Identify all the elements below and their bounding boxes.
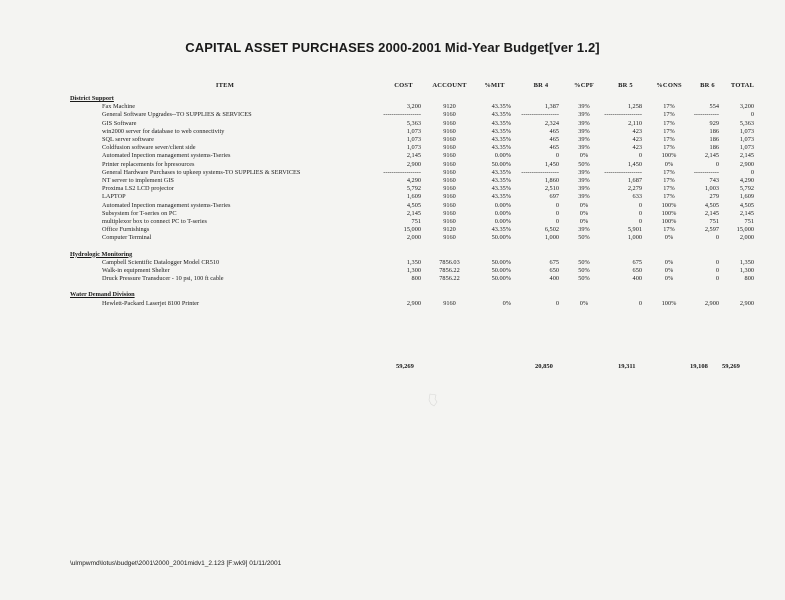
cell-pct-cons: 100% — [661, 299, 677, 307]
cell-br4: ------------------ — [521, 111, 559, 119]
cell-br6: 186 — [709, 136, 719, 144]
cell-total: 3,200 — [739, 103, 754, 111]
cell-br4: 400 — [549, 275, 559, 283]
total-br6: 19,108 — [690, 363, 708, 370]
cell-pct-cpf: 39% — [578, 119, 590, 127]
cell-pct-cpf: 0% — [579, 152, 589, 160]
cell-item: Automated Inpection management systems-Tseries — [102, 152, 231, 160]
cell-br6: 279 — [709, 193, 719, 201]
budget-table-wrap — [70, 82, 760, 308]
cell-br6: ------------ — [693, 111, 719, 119]
cell-cost: 2,900 — [406, 299, 421, 307]
cell-total: 0 — [750, 111, 754, 119]
cell-br6: 2,597 — [704, 226, 719, 234]
cell-account: 9160 — [443, 299, 456, 307]
cell-br5: 0 — [638, 209, 642, 217]
cell-br5: 423 — [632, 144, 642, 152]
table-row — [70, 136, 760, 144]
cell-br5: 650 — [632, 267, 642, 275]
cell-br5: 1,450 — [627, 160, 642, 168]
cell-cost: 1,073 — [406, 144, 421, 152]
cell-pct-cons: 100% — [661, 218, 677, 226]
section-spacer — [70, 243, 760, 251]
cell-br6: 186 — [709, 144, 719, 152]
cell-br4: 0 — [555, 201, 559, 209]
cell-cost: ------------------ — [383, 168, 421, 176]
cell-br6: 2,145 — [704, 209, 719, 217]
cell-pct-cpf: 39% — [578, 127, 590, 135]
cell-total: 2,900 — [739, 160, 754, 168]
table-row — [70, 226, 760, 234]
table-row — [70, 169, 760, 177]
table-row — [70, 234, 760, 242]
cell-item: General Hardware Purchases to upkeep systems-TO SUPPLIES & SERVICES — [102, 168, 301, 176]
cell-account: 9160 — [443, 234, 456, 242]
cell-br6: 0 — [715, 160, 719, 168]
cell-cost: 1,073 — [406, 127, 421, 135]
header-br4: BR 4 — [533, 82, 549, 89]
cell-pct-mit: 43.35% — [491, 226, 511, 234]
cell-br6: 4,505 — [704, 201, 719, 209]
cell-total: 5,363 — [739, 119, 754, 127]
cell-br5: 1,000 — [627, 234, 642, 242]
cell-account: 9160 — [443, 127, 456, 135]
cell-br6: ------------ — [693, 168, 719, 176]
cell-br5: 1,258 — [627, 103, 642, 111]
cell-account: 9120 — [443, 226, 456, 234]
cell-account: 9160 — [443, 119, 456, 127]
section-header-row — [70, 95, 760, 103]
cell-pct-cpf: 39% — [578, 185, 590, 193]
cell-br5: 0 — [638, 218, 642, 226]
cell-account: 9160 — [443, 136, 456, 144]
cell-pct-mit: 43.35% — [491, 127, 511, 135]
table-body — [70, 95, 760, 308]
cell-pct-mit: 0.00% — [494, 201, 511, 209]
cell-br6: 0 — [715, 258, 719, 266]
cell-br4: 465 — [549, 144, 559, 152]
header-pct-cons: %CONS — [656, 82, 682, 89]
cell-total: 1,350 — [739, 258, 754, 266]
cell-br5: 423 — [632, 136, 642, 144]
table-row — [70, 177, 760, 185]
cell-pct-cpf: 50% — [578, 258, 590, 266]
header-item: ITEM — [215, 82, 235, 89]
cell-br4: 0 — [555, 152, 559, 160]
cell-pct-cpf: 39% — [578, 103, 590, 111]
section-header-row — [70, 291, 760, 299]
cell-cost: 751 — [411, 218, 421, 226]
cell-pct-mit: 0% — [502, 299, 511, 307]
cell-cost: 1,350 — [406, 258, 421, 266]
header-pct-mit: %MIT — [484, 82, 505, 89]
cell-br4: 465 — [549, 127, 559, 135]
cell-br6: 554 — [709, 103, 719, 111]
cell-pct-mit: 50.00% — [491, 234, 511, 242]
cell-cost: 2,000 — [406, 234, 421, 242]
cell-total: 4,505 — [739, 201, 754, 209]
cell-total: 1,073 — [739, 136, 754, 144]
cell-item: Fax Machine — [102, 103, 136, 111]
cell-item: LAPTOP — [102, 193, 126, 201]
cell-br6: 0 — [715, 267, 719, 275]
spacer-cell — [70, 283, 760, 291]
cell-pct-mit: 50.00% — [491, 267, 511, 275]
cell-br4: 0 — [555, 218, 559, 226]
cell-br6: 751 — [709, 218, 719, 226]
cell-pct-cons: 17% — [663, 193, 675, 201]
cell-pct-cons: 17% — [663, 136, 675, 144]
cell-item: Proxima LS2 LCD projector — [102, 185, 174, 193]
header-cost: COST — [394, 82, 413, 89]
cell-pct-cpf: 50% — [578, 234, 590, 242]
cell-cost: 2,145 — [406, 152, 421, 160]
cell-total: 751 — [744, 218, 754, 226]
cell-br4: ------------------ — [521, 168, 559, 176]
cell-pct-cpf: 0% — [579, 299, 589, 307]
cell-item: Computer Terminal — [102, 234, 152, 242]
spacer-cell — [70, 243, 760, 251]
cell-br6: 186 — [709, 127, 719, 135]
table-row — [70, 218, 760, 226]
cell-total: 800 — [744, 275, 754, 283]
cell-br5: 2,279 — [627, 185, 642, 193]
cell-pct-cons: 0% — [664, 267, 674, 275]
total-grand: 59,269 — [722, 363, 740, 370]
cell-br6: 929 — [709, 119, 719, 127]
cell-pct-mit: 43.35% — [491, 168, 511, 176]
cell-pct-cons: 17% — [663, 127, 675, 135]
cell-item: Hewlett-Packard Laserjet 8100 Printer — [102, 299, 200, 307]
table-row — [70, 259, 760, 267]
cell-cost: ------------------ — [383, 111, 421, 119]
cell-pct-cpf: 50% — [578, 160, 590, 168]
cell-pct-mit: 43.35% — [491, 136, 511, 144]
cell-br5: ------------------ — [604, 111, 642, 119]
table-row — [70, 103, 760, 111]
cell-account: 7856.22 — [439, 275, 460, 283]
cell-pct-mit: 43.35% — [491, 177, 511, 185]
cell-br6: 0 — [715, 234, 719, 242]
cell-pct-mit: 43.35% — [491, 103, 511, 111]
section-title: District Support — [70, 95, 114, 102]
cell-item: Office Furnishings — [102, 226, 150, 234]
cell-br4: 1,387 — [544, 103, 559, 111]
cell-account: 9160 — [443, 185, 456, 193]
cell-pct-cons: 17% — [663, 177, 675, 185]
cell-pct-cons: 100% — [661, 152, 677, 160]
cell-br5: 675 — [632, 258, 642, 266]
budget-table — [70, 82, 760, 308]
cell-pct-cons: 17% — [663, 144, 675, 152]
cell-pct-cpf: 39% — [578, 144, 590, 152]
cell-pct-mit: 43.35% — [491, 119, 511, 127]
cell-pct-cons: 17% — [663, 103, 675, 111]
cell-account: 9160 — [443, 168, 456, 176]
cell-br5: ------------------ — [604, 168, 642, 176]
cell-br6: 1,003 — [704, 185, 719, 193]
header-row — [70, 82, 760, 95]
header-br5: BR 5 — [618, 82, 633, 89]
cell-pct-cons: 17% — [663, 168, 675, 176]
cell-cost: 4,290 — [406, 177, 421, 185]
cell-pct-mit: 0.00% — [494, 218, 511, 226]
total-br4: 20,850 — [535, 363, 553, 370]
cell-pct-cons: 17% — [663, 226, 675, 234]
cell-pct-cons: 17% — [663, 185, 675, 193]
cell-total: 1,300 — [739, 267, 754, 275]
cell-br4: 0 — [555, 299, 559, 307]
cell-pct-mit: 43.35% — [491, 193, 511, 201]
cell-account: 7856.22 — [439, 267, 460, 275]
cell-account: 9160 — [443, 111, 456, 119]
cell-item: Subsystem for T-series on PC — [102, 209, 177, 217]
cell-br5: 423 — [632, 127, 642, 135]
cell-account: 9160 — [443, 193, 456, 201]
cell-br4: 697 — [549, 193, 559, 201]
cell-pct-cpf: 39% — [578, 168, 590, 176]
cell-total: 2,145 — [739, 152, 754, 160]
file-path-footer: \ulmpwmd\lotus\budget\2001\2000_2001midv1_2.123 [F:wk9] 01/11/2001 — [70, 560, 282, 567]
cell-total: 1,073 — [739, 127, 754, 135]
cell-pct-cons: 17% — [663, 111, 675, 119]
cell-br4: 1,450 — [544, 160, 559, 168]
cell-pct-cpf: 50% — [578, 275, 590, 283]
cell-br6: 0 — [715, 275, 719, 283]
cell-cost: 3,200 — [406, 103, 421, 111]
cell-pct-mit: 43.35% — [491, 185, 511, 193]
cell-br4: 465 — [549, 136, 559, 144]
cell-item: Automated Inpection management systems-Tseries — [102, 201, 231, 209]
cell-account: 9160 — [443, 218, 456, 226]
cell-br5: 633 — [632, 193, 642, 201]
cell-br5: 400 — [632, 275, 642, 283]
table-row — [70, 111, 760, 119]
cell-pct-mit: 50.00% — [491, 160, 511, 168]
cell-pct-cons: 17% — [663, 119, 675, 127]
cell-account: 9160 — [443, 209, 456, 217]
cell-account: 7856.03 — [439, 258, 460, 266]
cell-br5: 2,110 — [628, 119, 642, 127]
cell-cost: 1,609 — [406, 193, 421, 201]
cell-br5: 1,687 — [627, 177, 642, 185]
cell-br4: 675 — [549, 258, 559, 266]
cell-total: 2,000 — [739, 234, 754, 242]
cell-br4: 0 — [555, 209, 559, 217]
cell-br5: 0 — [638, 152, 642, 160]
header-total: TOTAL — [730, 82, 755, 89]
cell-item: Druck Pressure Transducer - 10 psi, 100 ft cable — [102, 275, 224, 283]
cell-pct-cons: 0% — [664, 258, 674, 266]
cell-pct-mit: 50.00% — [491, 275, 511, 283]
cell-pct-cpf: 0% — [579, 201, 589, 209]
cell-total: 2,145 — [739, 209, 754, 217]
table-row — [70, 267, 760, 275]
cell-br6: 743 — [709, 177, 719, 185]
cell-account: 9160 — [443, 177, 456, 185]
cell-pct-mit: 43.35% — [491, 144, 511, 152]
cell-cost: 1,073 — [406, 136, 421, 144]
cell-total: 1,073 — [739, 144, 754, 152]
cell-account: 9160 — [443, 160, 456, 168]
cell-pct-cpf: 0% — [579, 218, 589, 226]
page-title: CAPITAL ASSET PURCHASES 2000-2001 Mid-Year Budget[ver 1.2] — [185, 40, 600, 55]
cell-account: 9160 — [443, 152, 456, 160]
cell-pct-cons: 0% — [664, 275, 674, 283]
cell-total: 15,000 — [736, 226, 754, 234]
cell-cost: 15,000 — [403, 226, 421, 234]
table-row — [70, 275, 760, 283]
cell-br4: 6,502 — [544, 226, 559, 234]
header-br6: BR 6 — [700, 82, 715, 89]
section-header-row — [70, 251, 760, 259]
cell-pct-cons: 0% — [664, 160, 674, 168]
cell-item: Printer replacements for hpresources — [102, 160, 195, 168]
cell-pct-cons: 100% — [661, 201, 677, 209]
header-account: ACCOUNT — [432, 82, 467, 89]
table-row — [70, 144, 760, 152]
table-row — [70, 210, 760, 218]
header-pct-cpf: %CPF — [574, 82, 594, 89]
cell-br4: 1,000 — [544, 234, 559, 242]
cell-pct-cpf: 39% — [578, 136, 590, 144]
cell-pct-cpf: 50% — [578, 267, 590, 275]
cell-account: 9160 — [443, 144, 456, 152]
cell-br6: 2,900 — [704, 299, 719, 307]
cell-account: 9160 — [443, 201, 456, 209]
cell-br4: 650 — [549, 267, 559, 275]
cell-total: 2,900 — [739, 299, 754, 307]
cell-item: NT server to implement GIS — [102, 177, 174, 185]
cell-cost: 2,145 — [406, 209, 421, 217]
cell-br4: 2,510 — [544, 185, 559, 193]
table-row — [70, 202, 760, 210]
table-row — [70, 300, 760, 308]
cell-item: General Software Upgrades--TO SUPPLIES & SERVICES — [102, 111, 252, 119]
cell-br6: 2,145 — [704, 152, 719, 160]
cell-cost: 2,900 — [406, 160, 421, 168]
scan-smudge — [428, 393, 438, 407]
cell-total: 0 — [750, 168, 754, 176]
cell-item: Campbell Scientific Datalogger Model CR510 — [102, 258, 220, 266]
cell-pct-cpf: 39% — [578, 226, 590, 234]
cell-item: Walk-in equipment Shelter — [102, 267, 170, 275]
cell-account: 9120 — [443, 103, 456, 111]
table-row — [70, 120, 760, 128]
cell-cost: 800 — [411, 275, 421, 283]
table-row — [70, 161, 760, 169]
cell-total: 5,792 — [739, 185, 754, 193]
table-row — [70, 185, 760, 193]
cell-br5: 0 — [638, 299, 642, 307]
cell-pct-cpf: 39% — [578, 177, 590, 185]
cell-total: 4,290 — [739, 177, 754, 185]
total-br5: 19,311 — [618, 363, 636, 370]
cell-br5: 0 — [638, 201, 642, 209]
cell-br4: 2,324 — [544, 119, 559, 127]
cell-item: Coldfusion software sever/client side — [102, 144, 196, 152]
cell-cost: 4,505 — [406, 201, 421, 209]
table-row — [70, 152, 760, 160]
cell-pct-cons: 100% — [661, 209, 677, 217]
cell-item: GIS Software — [102, 119, 137, 127]
cell-pct-mit: 43.35% — [491, 111, 511, 119]
cell-cost: 1,300 — [406, 267, 421, 275]
total-cost: 59,269 — [396, 363, 414, 370]
table-row — [70, 193, 760, 201]
cell-item: win2000 server for database to web connectivity — [102, 127, 225, 135]
cell-pct-cpf: 39% — [578, 111, 590, 119]
cell-cost: 5,792 — [406, 185, 421, 193]
cell-br4: 1,860 — [544, 177, 559, 185]
cell-pct-cons: 0% — [664, 234, 674, 242]
cell-cost: 5,363 — [406, 119, 421, 127]
cell-total: 1,609 — [739, 193, 754, 201]
section-title: Water Demand Division — [70, 291, 135, 299]
cell-pct-mit: 0.00% — [494, 152, 511, 160]
cell-pct-mit: 50.00% — [491, 258, 511, 266]
cell-br5: 5,901 — [627, 226, 642, 234]
section-spacer — [70, 283, 760, 291]
cell-item: SQL server software — [102, 136, 154, 144]
cell-pct-cpf: 39% — [578, 193, 590, 201]
cell-pct-mit: 0.00% — [494, 209, 511, 217]
cell-pct-cpf: 0% — [579, 209, 589, 217]
table-row — [70, 128, 760, 136]
cell-item: multiplexor box to connect PC to T-series — [102, 218, 207, 226]
section-title: Hydrologic Monitoring — [70, 250, 133, 258]
